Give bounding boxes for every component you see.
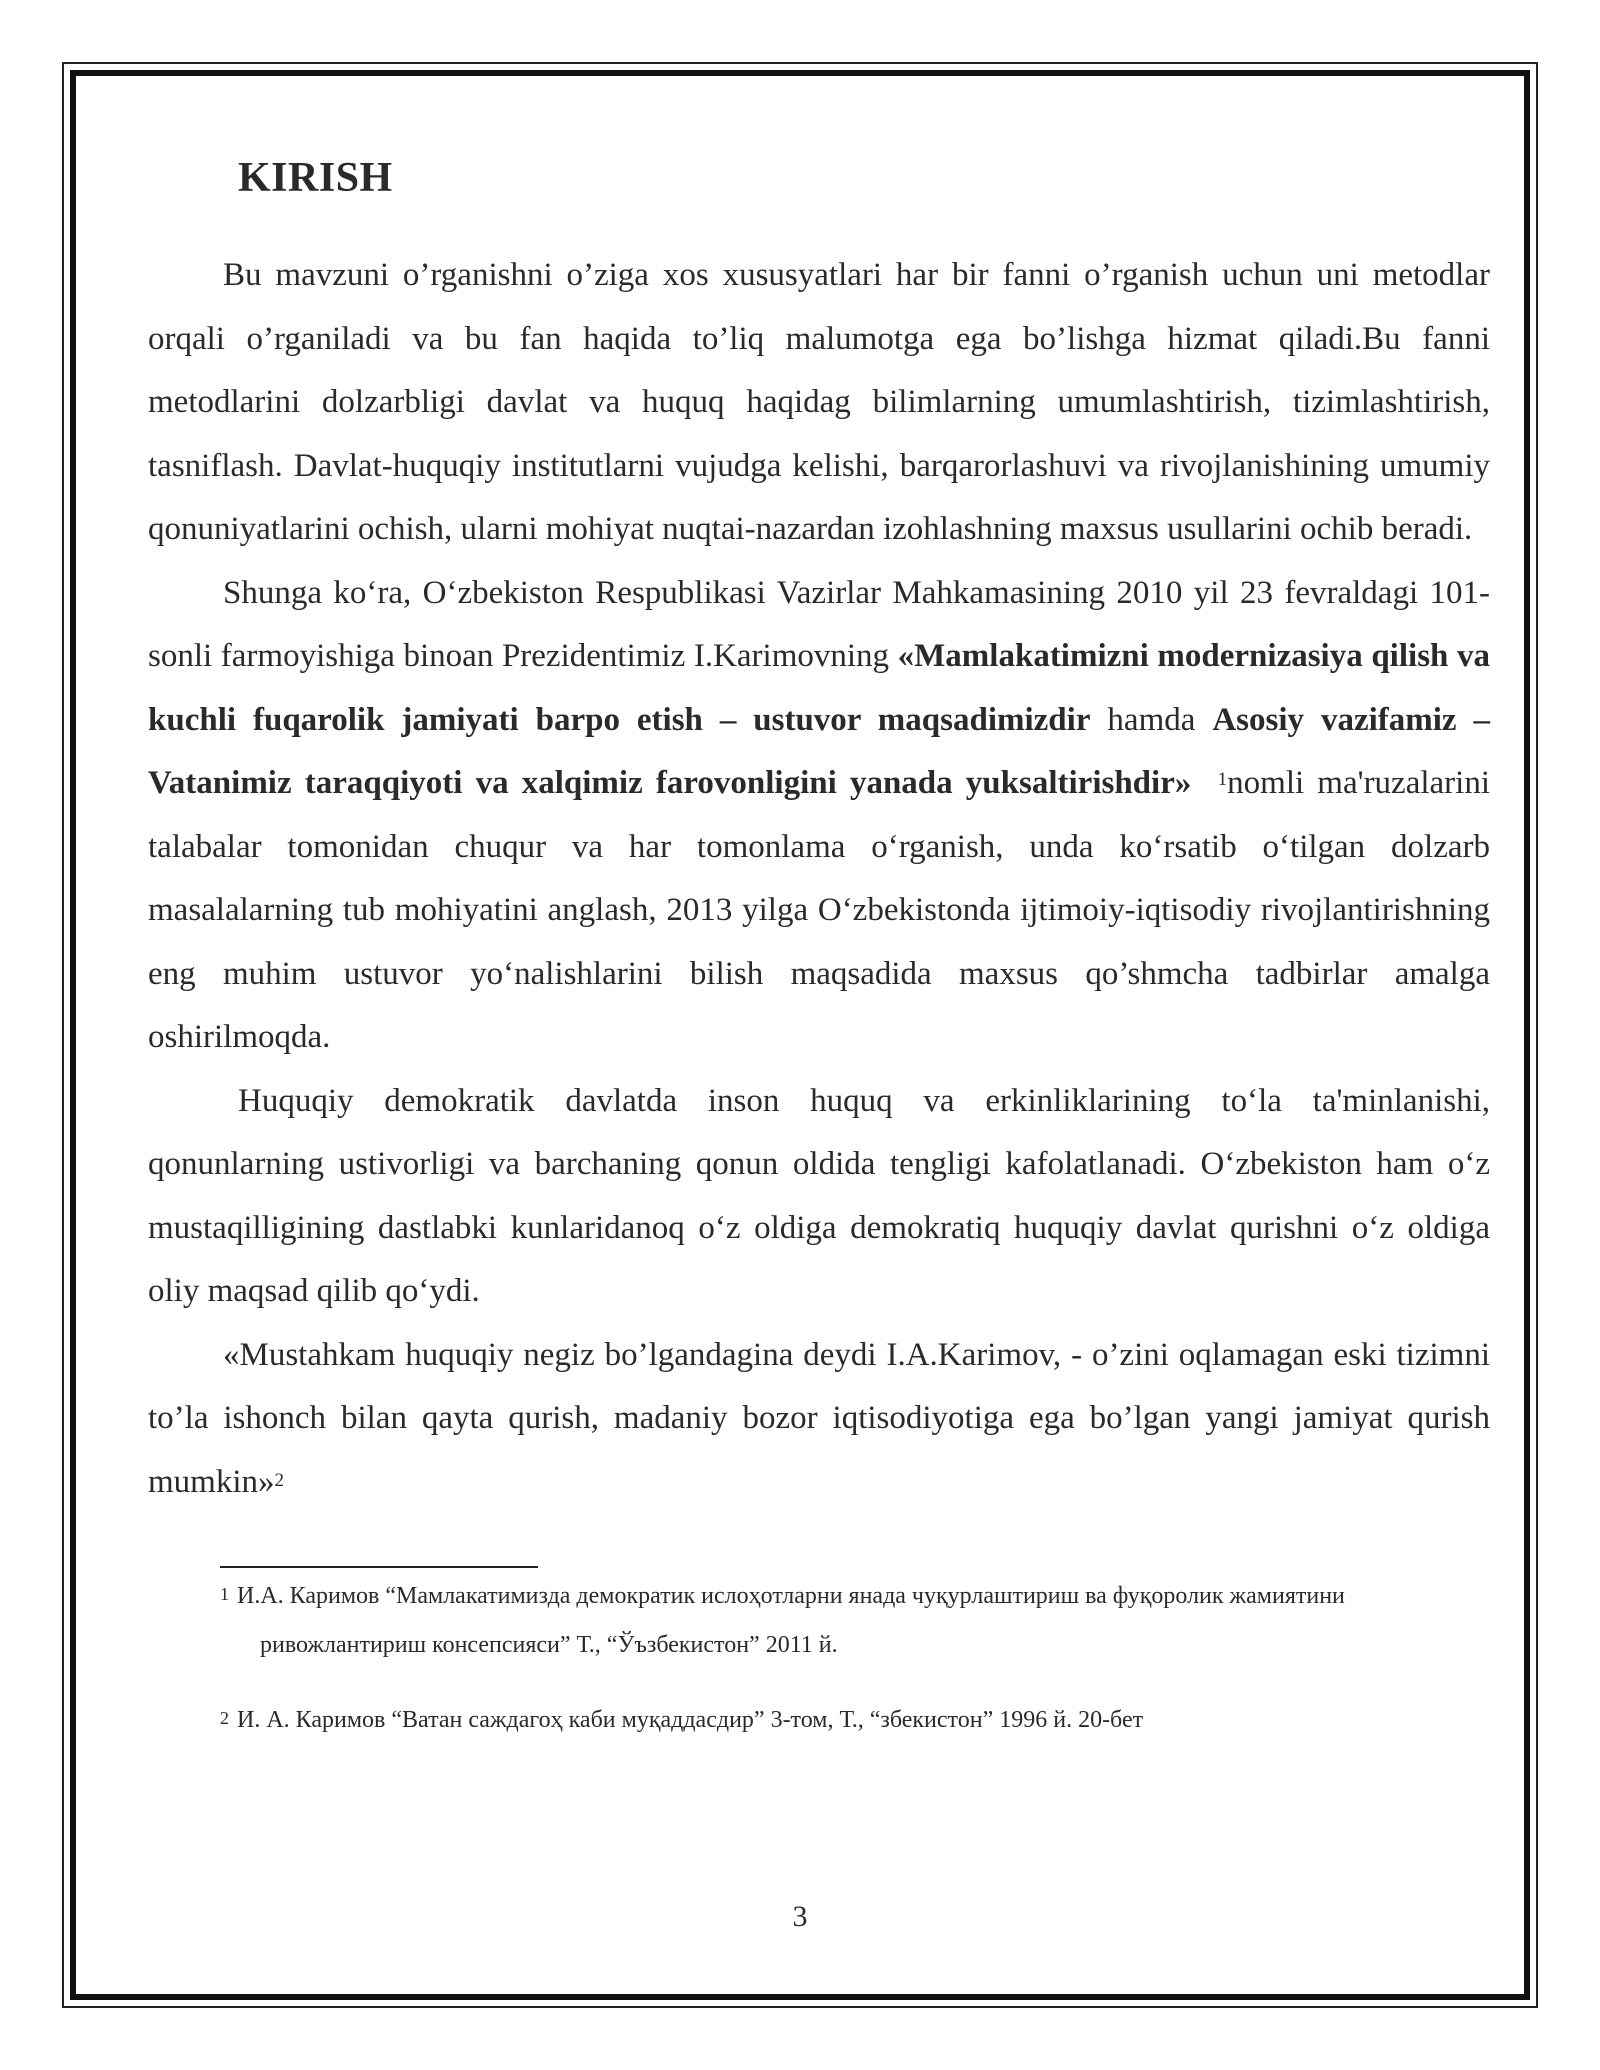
paragraph-2 — [148, 562, 1490, 1070]
paragraph-2-bold-title-1: «Mamlakatimizni modernizasiya qilish va kuchli fuqarolik jamiyati barpo etish – ustuvor maqsadimizdir — [148, 638, 1490, 738]
footnote-1-text: И.А. Каримов “Мамлакатимизда демократик ислоҳотларни янада чуқурлаштириш ва фуқоролик жамиятини ривожлантириш консепсияси” Т., “Ўъзбекистон” 2011 й. — [237, 1583, 1345, 1658]
footnote-separator — [220, 1566, 538, 1568]
paragraph-2-text-b: hamda — [1090, 701, 1213, 738]
paragraph-4-text: «Mustahkam huquqiy negiz bo’lgandagina deydi I.A.Karimov, - o’zini oqlamagan eski tizimni to’la ishonch bilan qayta qurish, madaniy bozor iqtisodiyotiga ega bo’lgan yangi jamiyat qurish mumkin» — [148, 1336, 1490, 1500]
paragraph-3-text: Huquqiy demokratik davlatda inson huquq va erkinliklarining toʻla ta'minlanishi, qonunlarning ustivorligi va barchaning qonun oldida tengligi kafolatlanadi. Oʻzbekiston ham oʻz mustaqilligining dastlabki kunlaridanoq oʻz oldiga demokratiq huquqiy davlat qurishni oʻz oldiga oliy maqsad qilib qoʻydi. — [148, 1082, 1490, 1309]
page-number: 3 — [792, 1900, 808, 1933]
footnote-ref-1[interactable]: 1 — [1217, 769, 1228, 790]
paragraph-2-bold-title-2: Asosiy vazifamiz – Vatanimiz taraqqiyoti va xalqimiz farovonligini yanada yuksaltirishdir» — [148, 701, 1490, 801]
paragraph-2-text-a: Shunga koʻra, Oʻzbekiston Respublikasi Vazirlar Mahkamasining 2010 yil 23 fevraldagi 101-sonli farmoyishiga binoan Prezidentimiz I.Karimovning — [148, 574, 1490, 674]
document-body — [148, 140, 1490, 1745]
section-heading: KIRISH — [238, 155, 393, 201]
paragraph-4 — [148, 1324, 1490, 1515]
footnote-1 — [220, 1572, 1490, 1670]
footnote-ref-2[interactable]: 2 — [274, 1469, 285, 1491]
footnote-2 — [220, 1696, 1490, 1745]
paragraph-3 — [148, 1070, 1490, 1324]
paragraph-1-text: Bu mavzuni o’rganishni o’ziga xos xususyatlari har bir fanni o’rganish uchun uni metodlar orqali o’rganiladi va bu fan haqida to’liq malumotga ega bo’lishga hizmat qiladi.Bu fanni metodlarini dolzarbligi davlat va huquq haqidag bilimlarning umumlashtirish, tizimlashtirish, tasniflash. Davlat-huquqiy institutlarni vujudga kelishi, barqarorlashuvi va rivojlanishining umumiy qonuniyatlarini ochish, ularni mohiyat nuqtai-nazardan izohlashning maxsus usullarini ochib beradi. — [148, 257, 1490, 547]
paragraph-1 — [148, 244, 1490, 562]
footnote-1-number: 1 — [220, 1584, 229, 1604]
footnote-2-number: 2 — [220, 1708, 229, 1728]
footnote-2-text: И. А. Каримов “Ватан саждагоҳ каби муқаддасдир” 3-том, Т., “збекистон” 1996 й. 20-бет — [237, 1707, 1144, 1733]
paragraph-2-text-c: nomli ma'ruzalarini talabalar tomonidan chuqur va har tomonlama oʻrganish, unda koʻrsatib oʻtilgan dolzarb masalalarning tub mohiyatini anglash, 2013 yilga Oʻzbekistonda ijtimoiy-iqtisodiy rivojlantirishning eng muhim ustuvor yoʻnalishlarini bilish maqsadida maxsus qo’shmcha tadbirlar amalga oshirilmoqda. — [148, 765, 1490, 1055]
